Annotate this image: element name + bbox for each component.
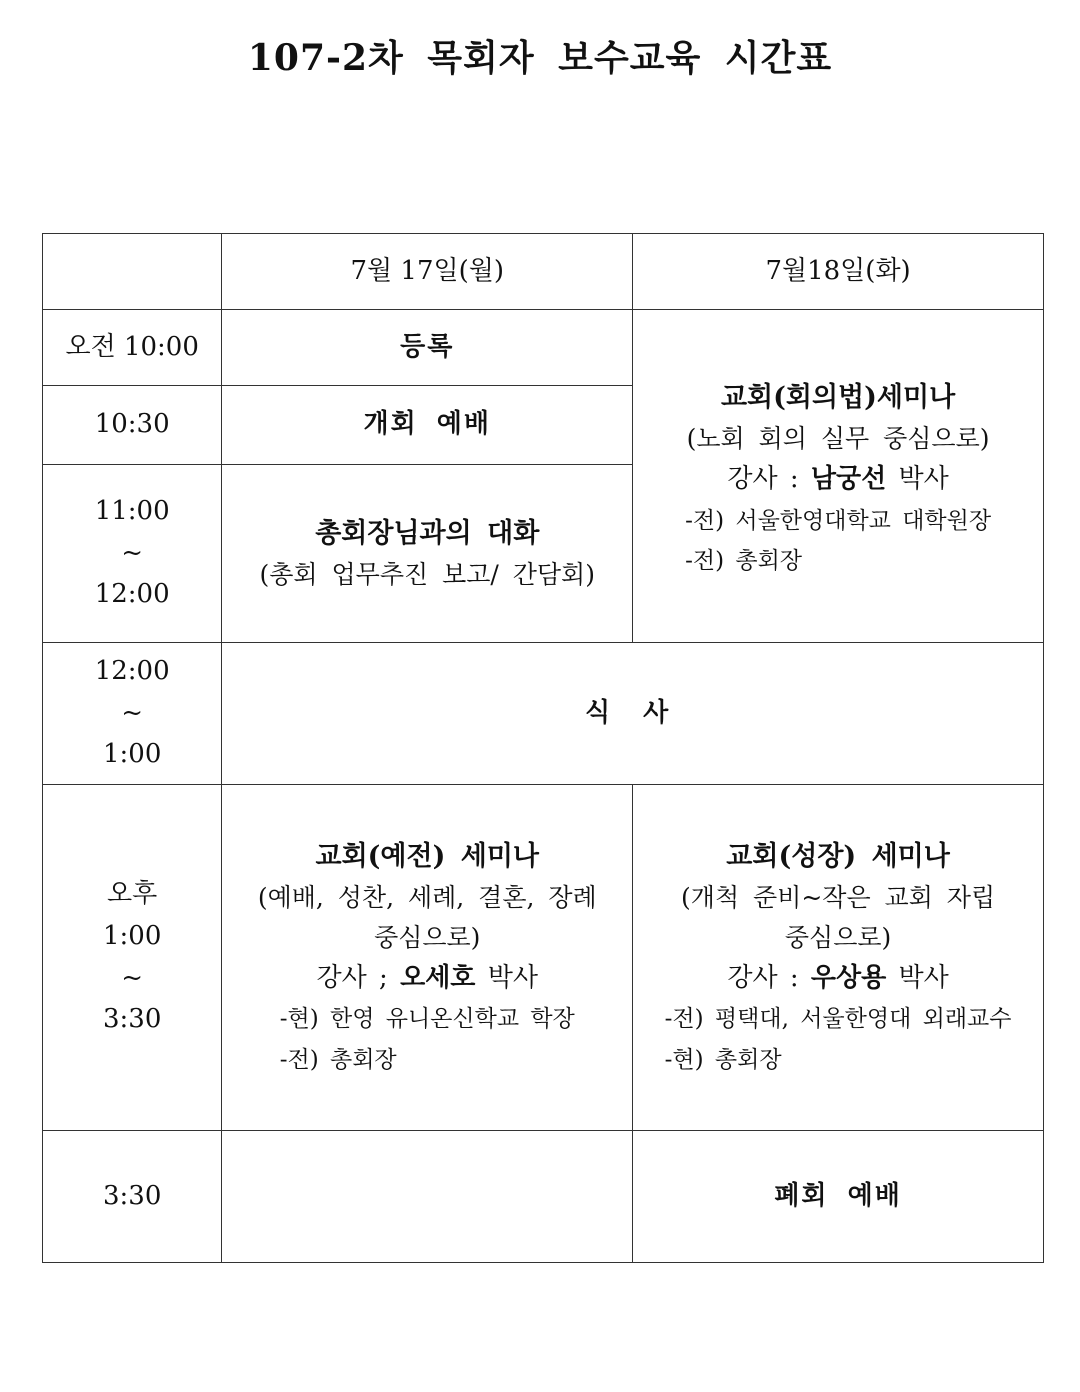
- time-label: 오후: [107, 879, 158, 910]
- lecturer-bio: [665, 999, 1012, 1080]
- session-subtitle: (예배, 성찬, 세례, 결혼, 장례: [257, 882, 597, 912]
- session-subtitle: (개척 준비~작은 교회 자립: [681, 882, 996, 912]
- time-start: 1:00: [102, 920, 162, 951]
- empty-cell: [222, 1131, 633, 1263]
- header-day1: 7월 17일(월): [222, 234, 633, 310]
- time-cell: [43, 465, 222, 643]
- lecturer-suffix: 박사: [475, 962, 538, 993]
- lecturer-suffix: 박사: [886, 962, 949, 993]
- session-title: 교회(회의법)세미나: [720, 382, 956, 414]
- time-cell: 10:30: [43, 386, 222, 465]
- bio-line: -전) 총회장: [279, 1046, 397, 1073]
- table-row: [43, 1131, 1044, 1263]
- day2-morning-session: [633, 310, 1044, 643]
- lecturer-name: 오세호: [400, 962, 476, 993]
- session-subtitle: (총회 업무추진 보고/ 간담회): [259, 560, 595, 590]
- lecturer-prefix: 강사 :: [727, 464, 811, 495]
- table-row: [43, 643, 1044, 785]
- page-title: 107-2차 목회자 보수교육 시간표: [247, 37, 833, 79]
- time-separator: ~: [121, 697, 144, 728]
- session-subtitle-cont: 중심으로): [784, 922, 892, 952]
- time-end: 1:00: [102, 739, 162, 770]
- time-separator: ~: [121, 537, 144, 568]
- time-cell: [43, 643, 222, 785]
- bio-line: -전) 총회장: [685, 548, 803, 575]
- session-subtitle-cont: 중심으로): [374, 922, 481, 952]
- time-start: 11:00: [94, 496, 170, 527]
- registration-cell: 등록: [222, 310, 633, 386]
- time-start: 12:00: [94, 656, 170, 687]
- president-dialogue-cell: [222, 465, 633, 643]
- session-title: 총회장님과의 대화: [315, 517, 540, 549]
- lecturer-line: [665, 958, 1012, 1000]
- time-cell: [43, 785, 222, 1131]
- session-title: 교회(성장) 세미나: [726, 840, 950, 872]
- time-cell: 오전 10:00: [43, 310, 222, 386]
- bio-line: -현) 총회장: [664, 1046, 782, 1073]
- bio-line: -현) 한영 유니온신학교 학장: [279, 1006, 575, 1033]
- lecturer-line: [685, 459, 991, 501]
- time-end: 12:00: [94, 579, 170, 610]
- header-blank-cell: [43, 234, 222, 310]
- lecturer-bio: [280, 999, 575, 1080]
- day2-afternoon-session: [633, 785, 1044, 1131]
- table-row: [43, 785, 1044, 1131]
- table-header-row: [43, 234, 1044, 310]
- meal-cell: 식 사: [222, 643, 1044, 785]
- bio-line: -전) 서울한영대학교 대학원장: [685, 507, 992, 534]
- lecturer-prefix: 강사 :: [727, 962, 811, 993]
- lecturer-prefix: 강사 ;: [316, 962, 401, 993]
- header-day2: 7월18일(화): [633, 234, 1044, 310]
- bio-line: -전) 평택대, 서울한영대 외래교수: [664, 1006, 1012, 1033]
- opening-worship-cell: 개회 예배: [222, 386, 633, 465]
- lecturer-line: [258, 958, 597, 1000]
- session-title: 교회(예전) 세미나: [315, 840, 540, 872]
- table-row: [43, 310, 1044, 386]
- schedule-table: [42, 233, 1044, 1263]
- day1-afternoon-session: [222, 785, 633, 1131]
- closing-worship-cell: 폐회 예배: [633, 1131, 1044, 1263]
- lecturer-suffix: 박사: [886, 464, 949, 495]
- lecturer-bio: [685, 501, 991, 582]
- time-cell: 3:30: [43, 1131, 222, 1263]
- lecturer-name: 우상용: [810, 962, 887, 993]
- session-subtitle: (노회 회의 실무 중심으로): [686, 424, 990, 454]
- time-separator: ~: [121, 962, 144, 993]
- lecturer-name: 남궁선: [810, 464, 887, 495]
- time-end: 3:30: [102, 1004, 162, 1035]
